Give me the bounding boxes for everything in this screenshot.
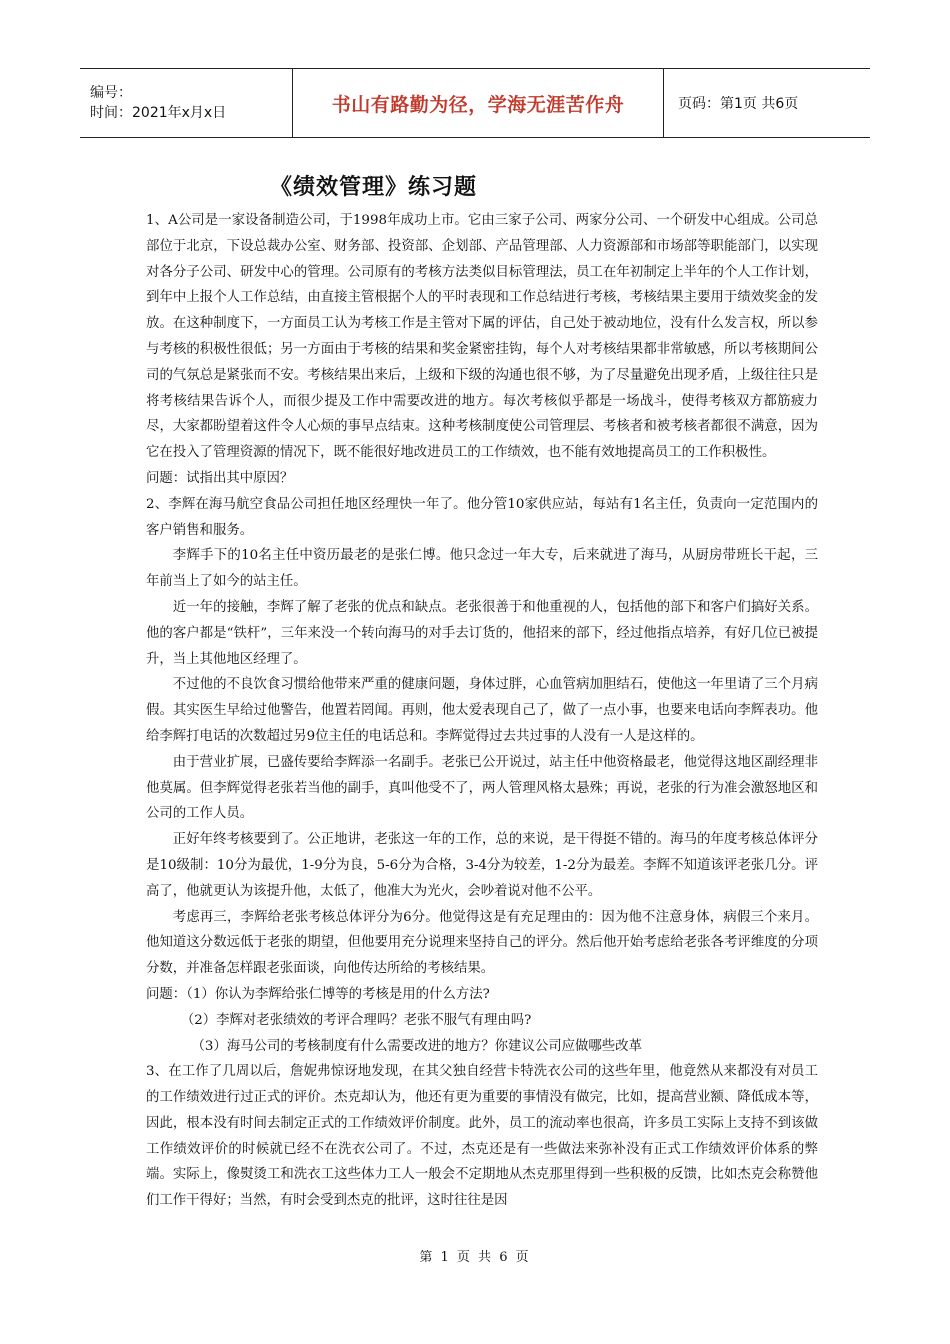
paragraph: 由于营业扩展，已盛传要给李辉添一名副手。老张已公开说过，站主任中他资格最老，他觉得这地区副经理非他莫属。但李辉觉得老张若当他的副手，真叫他受不了，两人管理风格太悬殊；再说，老张的行为准会激怒地区和公司的工作人员。 <box>146 754 818 822</box>
paragraph: 1、A公司是一家设备制造公司，于1998年成功上市。它由三家子公司、两家分公司、一个研发中心组成。公司总部位于北京，下设总裁办公室、财务部、投资部、企划部、产品管理部、人力资源部和市场部等职能部门，以实现对各分子公司、研发中心的管理。公司原有的考核方法类似目标管理法，员工在年初制定上半年的个人工作计划，到年中上报个人工作总结，由直接主管根据个人的平时表现和工作总结进行考核，考核结果主要用于绩效奖金的发放。在这种制度下，一方面员工认为考核工作是主管对下属的评估，自己处于被动地位，没有什么发言权，所以参与考核的积极性很低；另一方面由于考核的结果和奖金紧密挂钩，每个人对考核结果都非常敏感，所以考核期间公司的气氛总是紧张而不安。考核结果出来后，上级和下级的沟通也很不够，为了尽量避免出现矛盾，上级往往只是将考核结果告诉个人，而很少提及工作中需要改进的地方。每次考核似乎都是一场战斗，使得考核双方都筋疲力尽，大家都盼望着这件令人心烦的事早点结束。这种考核制度使公司管理层、考核者和被考核者都很不满意，因为它在投入了管理资源的情况下，既不能很好地改进员工的工作绩效，也不能有效地提高员工的工作积极性。 <box>146 213 818 461</box>
paragraph: 3、在工作了几周以后，詹妮弗惊讶地发现，在其父独自经营卡特洗衣公司的这些年里，他竟然从来都没有对员工的工作绩效进行过正式的评价。杰克却认为，他还有更为重要的事情没有做完，比如，提高营业额、降低成本等，因此，根本没有时间去制定正式的工作绩效评价制度。此外，员工的流动率也很高，许多员工实际上支持不到该做工作绩效评价的时候就已经不在洗衣公司了。不过，杰克还是有一些做法来弥补没有正式工作绩效评价体系的弊端。实际上，像熨烫工和洗衣工这些体力工人一般会不定期地从杰克那里得到一些积极的反馈，比如杰克会称赞他们工作干得好；当然，有时会受到杰克的批评，这时往往是因 <box>146 1064 818 1209</box>
header-meta <box>80 69 293 137</box>
question: 问题：（1）你认为李辉给张仁博等的考核是用的什么方法? <box>146 986 490 1002</box>
paragraph: 近一年的接触，李辉了解了老张的优点和缺点。老张很善于和他重视的人，包括他的部下和客户们搞好关系。他的客户都是“铁杆”，三年来没一个转向海马的对手去订货的，他招来的部下，经过他指点培养，有好几位已被提升，当上其他地区经理了。 <box>146 599 818 667</box>
paragraph: 李辉手下的10名主任中资历最老的是张仁博。他只念过一年大专，后来就进了海马，从厨房带班长干起，三年前当上了如今的站主任。 <box>146 548 818 590</box>
document-number-label: 编号： <box>90 85 132 101</box>
page-header <box>80 68 870 138</box>
paragraph: 2、李辉在海马航空食品公司担任地区经理快一年了。他分管10家供应站，每站有1名主任，负责向一定范围内的客户销售和服务。 <box>146 496 818 538</box>
document-date: 时间：2021年x月x日 <box>90 105 227 121</box>
question: 问题：试指出其中原因？ <box>146 470 294 486</box>
paragraph: 考虑再三，李辉给老张考核总体评分为6分。他觉得这是有充足理由的：因为他不注意身体，病假三个来月。他知道这分数远低于老张的期望，但他要用充分说理来坚持自己的评分。然后他开始考虑给老张各考评维度的分项分数，并准备怎样跟老张面谈，向他传达所给的考核结果。 <box>146 909 818 977</box>
paragraph: 不过他的不良饮食习惯给他带来严重的健康问题，身体过胖，心血管病加胆结石，使他这一年里请了三个月病假。其实医生早给过他警告，他置若罔闻。再则，他太爱表现自己了，做了一点小事，也要来电话向李辉表功。他给李辉打电话的次数超过另9位主任的电话总和。李辉觉得过去共过事的人没有一人是这样的。 <box>146 677 818 744</box>
header-page-info: 页码：第1页 共6页 <box>678 96 799 112</box>
page-footer: 第 1 页 共 6 页 <box>419 1250 531 1265</box>
paragraph: 正好年终考核要到了。公正地讲，老张这一年的工作，总的来说，是干得挺不错的。海马的年度考核总体评分是10级制：10分为最优，1-9分为良，5-6分为合格，3-4分为较差，1-2分为最差。李辉不知道该评老张几分。评高了，他就更认为该提升他，太低了，他准大为光火，会吵着说对他不公平。 <box>146 832 818 899</box>
question: （3）海马公司的考核制度有什么需要改进的地方？你建议公司应做哪些改革 <box>191 1038 642 1054</box>
document-body <box>146 208 818 1214</box>
header-motto: 书山有路勤为径，学海无涯苦作舟 <box>293 69 664 137</box>
question: （2）李辉对老张绩效的考评合理吗？老张不服气有理由吗? <box>180 1012 532 1028</box>
document-title: 《绩效管理》练习题 <box>270 175 478 200</box>
